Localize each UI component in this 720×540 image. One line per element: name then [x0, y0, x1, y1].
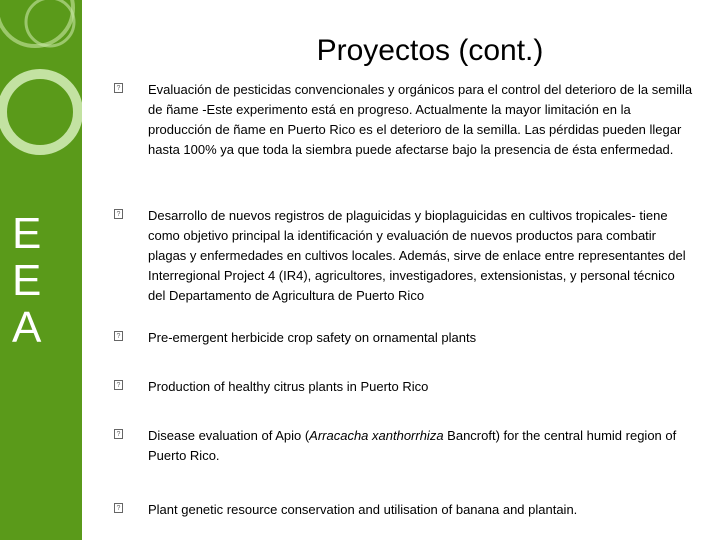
- slide-title: Proyectos (cont.): [316, 34, 544, 67]
- bullet-marker-icon: ?: [114, 380, 123, 390]
- bullet-marker-icon: ?: [114, 429, 123, 439]
- sidebar-letter: A: [12, 303, 42, 352]
- sidebar-letter: E: [12, 209, 42, 258]
- bullet-text: Evaluación de pesticidas convencionales y orgánicos para el control del deterioro de la semilla de ñame -Este experimento está en progreso. Actualmente la mayor limitación en la producción de ñame en Puerto Rico es el deterioro de la semilla. Las pérdidas pueden llegar hasta 100% ya que toda la siembra puede afectarse bajo la presencia de ésta enfermedad.: [148, 82, 693, 157]
- bullet-marker-icon: ?: [114, 331, 123, 341]
- bullet-text: Production of healthy citrus plants in Puerto Rico: [148, 379, 429, 394]
- sidebar-letter: E: [12, 256, 42, 305]
- bullet-text: Pre-emergent herbicide crop safety on ornamental plants: [148, 330, 477, 345]
- bullet-marker-icon: ?: [114, 83, 123, 93]
- bullet-marker-icon: ?: [114, 503, 123, 513]
- bullet-text: Desarrollo de nuevos registros de plaguicidas y bioplaguicidas en cultivos tropicales- tiene como objetivo principal la identificación y evaluación de nuevos productos para combatir plagas y enfermedades en cultivos locales. Además, sirve de enlace entre representantes del Interregional Project 4 (IR4), agricultores, investigadores, extensionistas, y personal técnico del Departamento de Agricultura de Puerto Rico: [148, 208, 686, 303]
- sidebar: [0, 0, 82, 540]
- bullet-text: [148, 426, 694, 466]
- species-name: Arracacha xanthorrhiza: [309, 428, 444, 443]
- sidebar-label: [12, 210, 62, 351]
- bullet-marker-icon: ?: [114, 209, 123, 219]
- bullet-text: Plant genetic resource conservation and utilisation of banana and plantain.: [148, 502, 578, 517]
- bullet-text-part: Bancroft) for the central humid region of Puerto Rico.: [148, 428, 677, 463]
- bullet-text-part: Disease evaluation of Apio (: [148, 428, 310, 443]
- decorative-circles: [0, 0, 82, 200]
